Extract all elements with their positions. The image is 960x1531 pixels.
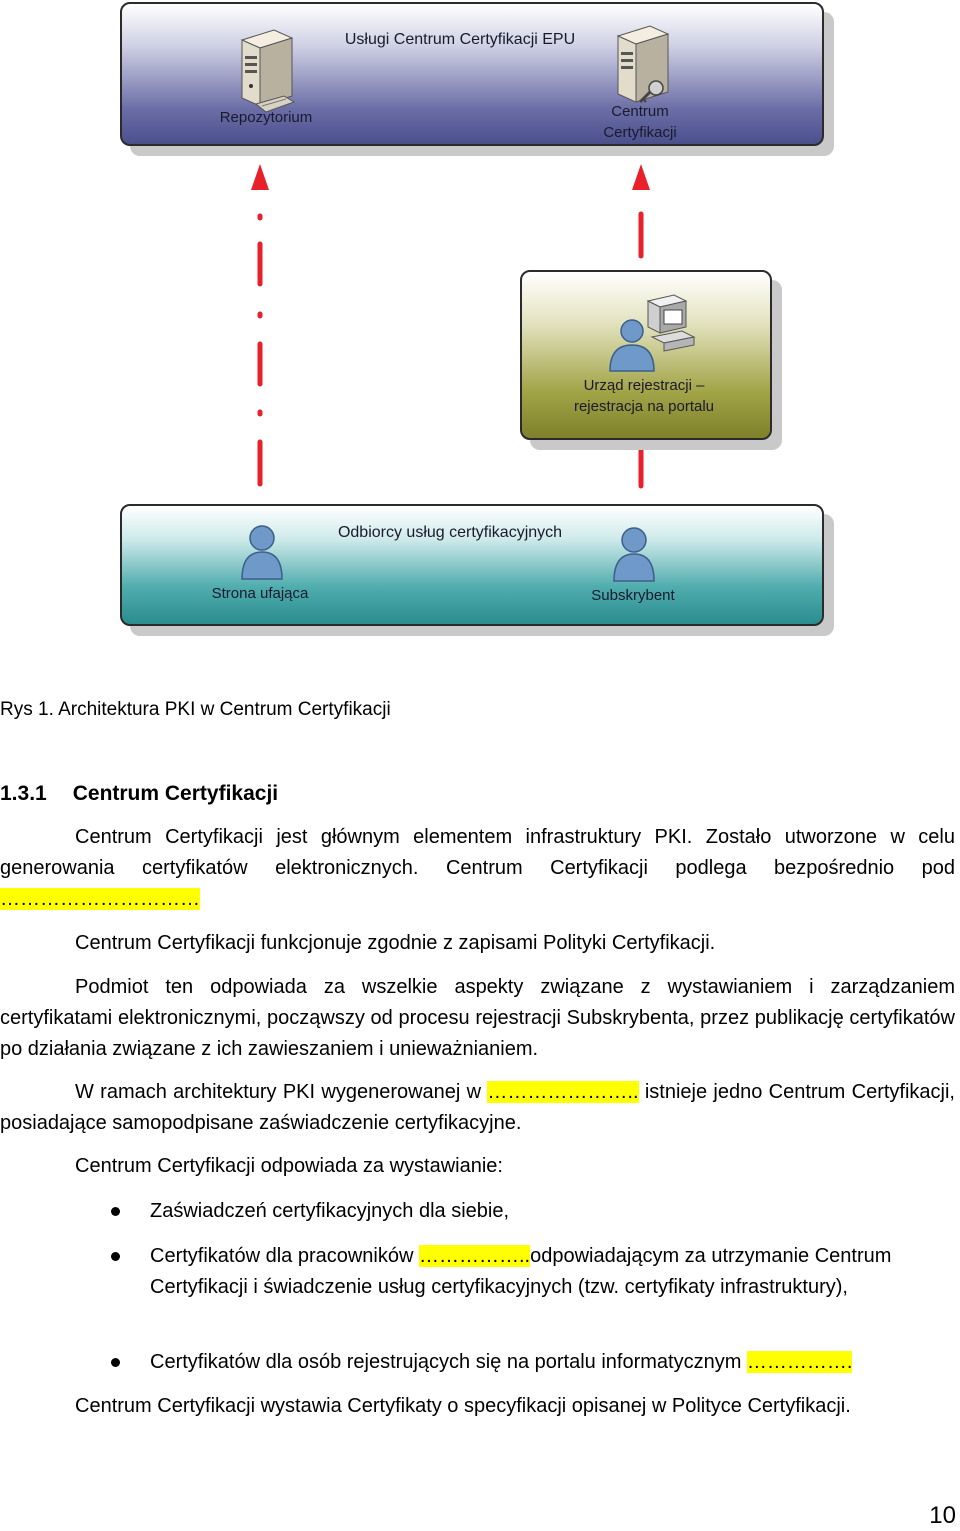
bullet-icon bbox=[111, 1252, 120, 1261]
list-item-2 bbox=[150, 1241, 955, 1303]
paragraph-4-text-b: istnieje jedno Centrum Certyfikacji, posiadające samopodpisane zaświadczenie certyfikacyjne. bbox=[0, 1081, 955, 1134]
section-heading bbox=[0, 778, 278, 809]
paragraph-4 bbox=[0, 1077, 955, 1139]
paragraph-1 bbox=[0, 822, 955, 915]
registration-office-line2: rejestracja na portalu bbox=[573, 398, 715, 415]
list-item-3 bbox=[150, 1347, 955, 1378]
registration-operator-icon bbox=[604, 293, 696, 373]
registration-office-line1: Urząd rejestracji – bbox=[583, 377, 705, 394]
ca-services-title: Usługi Centrum Certyfikacji EPU bbox=[344, 31, 576, 48]
subscriber-label: Subskrybent bbox=[591, 587, 675, 604]
repository-label: Repozytorium bbox=[219, 109, 313, 126]
bullet-icon bbox=[111, 1358, 120, 1367]
section-number: 1.3.1 bbox=[0, 782, 47, 805]
relying-party-person-icon bbox=[240, 524, 284, 580]
connector-arrows bbox=[0, 0, 960, 520]
bullet-icon bbox=[111, 1207, 120, 1216]
list-item-3-text: Certyfikatów dla osób rejestrujących się na portalu informatycznym bbox=[150, 1351, 747, 1373]
paragraph-1-highlight: ………………………… bbox=[0, 888, 200, 910]
section-title: Centrum Certyfikacji bbox=[72, 782, 279, 805]
registration-office-label bbox=[536, 375, 752, 417]
list-item-2-highlight: …………….. bbox=[419, 1245, 531, 1267]
service-recipients-title: Odbiorcy usług certyfikacyjnych bbox=[337, 524, 563, 541]
paragraph-4-highlight: ………………….. bbox=[487, 1081, 639, 1103]
figure-caption: Rys 1. Architektura PKI w Centrum Certyfikacji bbox=[0, 699, 391, 720]
page-number: 10 bbox=[929, 1502, 956, 1529]
paragraph-2: Centrum Certyfikacji funkcjonuje zgodnie z zapisami Polityki Certyfikacji. bbox=[75, 932, 716, 954]
list-item-3-highlight: ……………. bbox=[746, 1351, 853, 1373]
paragraph-1-text: Centrum Certyfikacji jest głównym elementem infrastruktury PKI. Zostało utworzone w celu generowania certyfikatów elektronicznych. Centrum Certyfikacji podlega bezpośrednio pod bbox=[0, 826, 955, 879]
relying-party-label: Strona ufająca bbox=[211, 585, 309, 602]
paragraph-4-text-a: W ramach architektury PKI wygenerowanej w bbox=[75, 1081, 488, 1103]
list-item-1: Zaświadczeń certyfikacyjnych dla siebie, bbox=[150, 1200, 510, 1222]
right-arrowhead bbox=[632, 164, 650, 190]
paragraph-5: Centrum Certyfikacji odpowiada za wystawianie: bbox=[75, 1155, 503, 1177]
left-arrowhead bbox=[251, 164, 269, 190]
subscriber-person-icon bbox=[612, 526, 656, 582]
list-item-2-text-a: Certyfikatów dla pracowników bbox=[150, 1245, 419, 1267]
paragraph-3: Podmiot ten odpowiada za wszelkie aspekty związane z wystawianiem i zarządzaniem certyfikatami elektronicznymi, począwszy od procesu rejestracji Subskrybenta, przez publikację certyfikatów po działania związane z ich zawieszaniem i unieważnianiem. bbox=[0, 976, 955, 1060]
ca-label-line2: Certyfikacji bbox=[603, 124, 677, 141]
paragraph-6: Centrum Certyfikacji wystawia Certyfikaty o specyfikacji opisanej w Polityce Certyfikacji. bbox=[75, 1395, 851, 1417]
list-item-2-text-b: odpowiadającym za utrzymanie Centrum Certyfikacji i świadczenie usług certyfikacyjnych (tzw. certyfikaty infrastruktury), bbox=[150, 1245, 892, 1298]
ca-label-line1: Centrum bbox=[611, 103, 669, 120]
